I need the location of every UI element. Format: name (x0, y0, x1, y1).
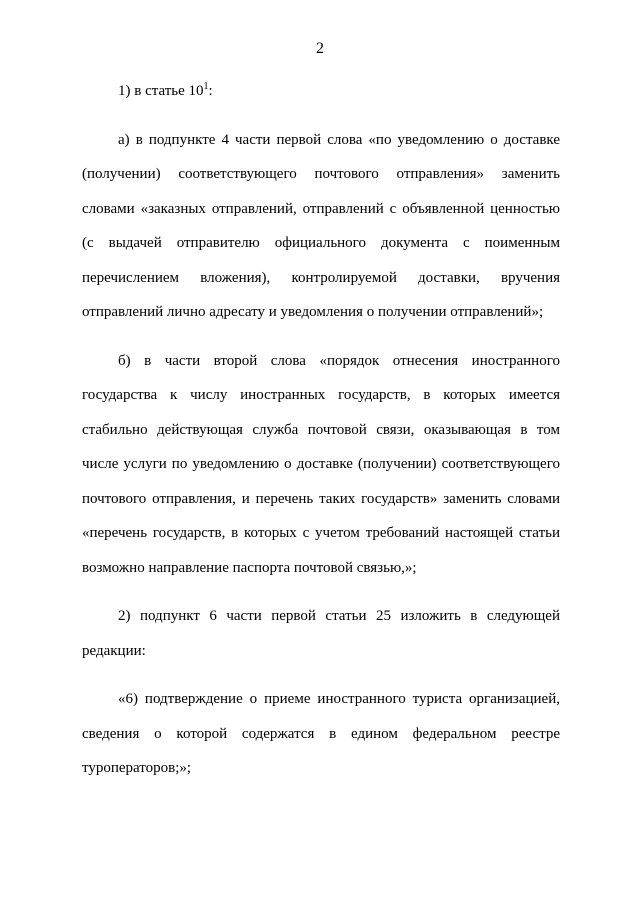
superscript-article-index: 1 (203, 81, 209, 92)
paragraph-item-1-text: 1) в статье 10 (118, 83, 204, 99)
paragraph-quoted-text: «6) подтверждение о приеме иностранного туриста организацией, сведения о которой содержатся в едином федеральном реестре туроператоров;»; (82, 691, 560, 776)
document-body (82, 74, 560, 800)
paragraph-subitem-a: а) в подпункте 4 части первой слова «по уведомлению о доставке (получении) соответствующего почтового отправления» заменить словами «заказных отправлений, отправлений с объявленной ценностью (с выдачей отправителю официального документа с поименным перечислением вложения), контролируемой доставки, вручения отправлений лично адресату и уведомления о получении отправлений»; (82, 131, 560, 320)
paragraph-item-1 (82, 74, 560, 109)
paragraph-item-2: 2) подпункт 6 части первой статьи 25 изложить в следующей редакции: (82, 608, 560, 659)
paragraph-subitem-b: б) в части второй слова «порядок отнесения иностранного государства к числу иностранных государств, в которых имеется стабильно действующая служба почтовой связи, оказывающая в том числе услуги по уведомлению о доставке (получении) соответствующего почтового отправления, и перечень таких государств» заменить словами «перечень государств, в которых с учетом требований настоящей статьи возможно направление паспорта почтовой связью,»; (82, 352, 560, 576)
paragraph-item-1-colon: : (208, 83, 213, 99)
page-number: 2 (316, 40, 324, 57)
